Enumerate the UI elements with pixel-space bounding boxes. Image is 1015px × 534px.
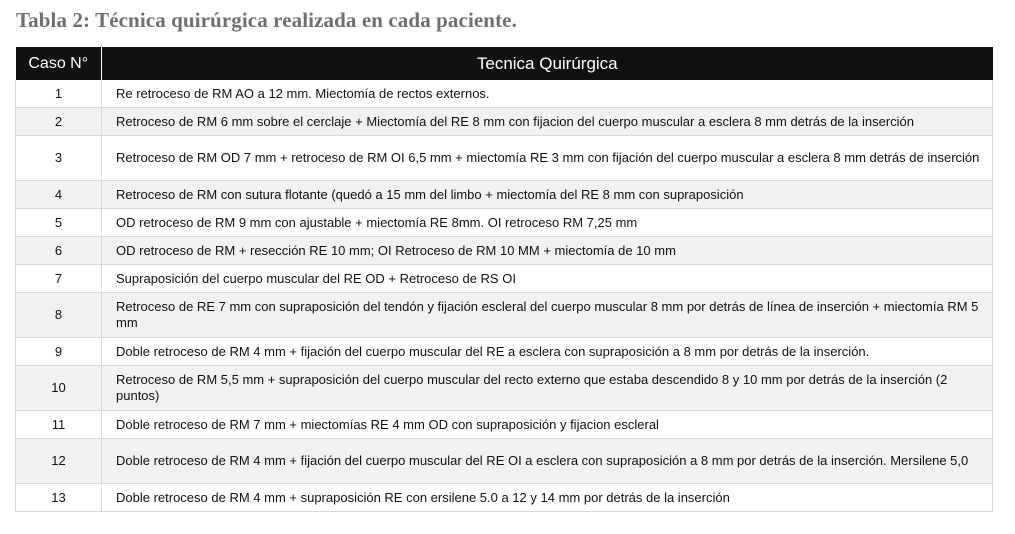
cell-tecnica: Retroceso de RM OD 7 mm + retroceso de RM OI 6,5 mm + miectomía RE 3 mm con fijación del cuerpo muscular a esclera 8 mm detrás de inserción bbox=[102, 136, 993, 181]
cell-caso: 12 bbox=[16, 439, 102, 484]
table-row bbox=[16, 338, 993, 366]
cell-caso: 6 bbox=[16, 237, 102, 265]
cell-tecnica: Doble retroceso de RM 4 mm + supraposición RE con ersilene 5.0 a 12 y 14 mm por detrás de la inserción bbox=[102, 484, 993, 512]
table-title: Tabla 2: Técnica quirúrgica realizada en cada paciente. bbox=[16, 8, 517, 32]
cell-tecnica: Doble retroceso de RM 4 mm + fijación del cuerpo muscular del RE OI a esclera con supraposición a 8 mm por detrás de la inserción. Mersilene 5,0 bbox=[102, 439, 993, 484]
table-body bbox=[16, 80, 993, 512]
table-header bbox=[16, 47, 993, 80]
table-row bbox=[16, 484, 993, 512]
cell-tecnica: Retroceso de RM 6 mm sobre el cerclaje + Miectomía del RE 8 mm con fijacion del cuerpo muscular a esclera 8 mm detrás de la inserción bbox=[102, 108, 993, 136]
header-row bbox=[16, 47, 993, 80]
table-row bbox=[16, 411, 993, 439]
table-row bbox=[16, 366, 993, 411]
cell-caso: 8 bbox=[16, 293, 102, 338]
table-row bbox=[16, 80, 993, 108]
surgical-technique-table bbox=[15, 47, 993, 512]
cell-tecnica: Doble retroceso de RM 7 mm + miectomías RE 4 mm OD con supraposición y fijacion escleral bbox=[102, 411, 993, 439]
cell-caso: 2 bbox=[16, 108, 102, 136]
table-row bbox=[16, 293, 993, 338]
cell-tecnica: Supraposición del cuerpo muscular del RE OD + Retroceso de RS OI bbox=[102, 265, 993, 293]
table-row bbox=[16, 181, 993, 209]
cell-caso: 7 bbox=[16, 265, 102, 293]
cell-tecnica: Retroceso de RM con sutura flotante (quedó a 15 mm del limbo + miectomía del RE 8 mm con supraposición bbox=[102, 181, 993, 209]
cell-tecnica: Retroceso de RM 5,5 mm + supraposición del cuerpo muscular del recto externo que estaba descendido 8 y 10 mm por detrás de la inserción (2 puntos) bbox=[102, 366, 993, 411]
header-tecnica: Tecnica Quirúrgica bbox=[102, 47, 993, 80]
table-row bbox=[16, 136, 993, 181]
cell-caso: 4 bbox=[16, 181, 102, 209]
cell-tecnica: OD retroceso de RM + resección RE 10 mm; OI Retroceso de RM 10 MM + miectomía de 10 mm bbox=[102, 237, 993, 265]
cell-caso: 9 bbox=[16, 338, 102, 366]
header-caso: Caso N° bbox=[16, 47, 102, 80]
table-row bbox=[16, 237, 993, 265]
cell-tecnica: OD retroceso de RM 9 mm con ajustable + miectomía RE 8mm. OI retroceso RM 7,25 mm bbox=[102, 209, 993, 237]
cell-caso: 10 bbox=[16, 366, 102, 411]
table-row bbox=[16, 209, 993, 237]
cell-caso: 3 bbox=[16, 136, 102, 181]
cell-tecnica: Re retroceso de RM AO a 12 mm. Miectomía de rectos externos. bbox=[102, 80, 993, 108]
cell-caso: 11 bbox=[16, 411, 102, 439]
table-row bbox=[16, 265, 993, 293]
cell-caso: 1 bbox=[16, 80, 102, 108]
cell-tecnica: Retroceso de RE 7 mm con supraposición del tendón y fijación escleral del cuerpo muscular 8 mm por detrás de línea de inserción + miectomía RM 5 mm bbox=[102, 293, 993, 338]
cell-caso: 13 bbox=[16, 484, 102, 512]
cell-caso: 5 bbox=[16, 209, 102, 237]
table-row bbox=[16, 108, 993, 136]
table-row bbox=[16, 439, 993, 484]
cell-tecnica: Doble retroceso de RM 4 mm + fijación del cuerpo muscular del RE a esclera con supraposición a 8 mm por detrás de la inserción. bbox=[102, 338, 993, 366]
